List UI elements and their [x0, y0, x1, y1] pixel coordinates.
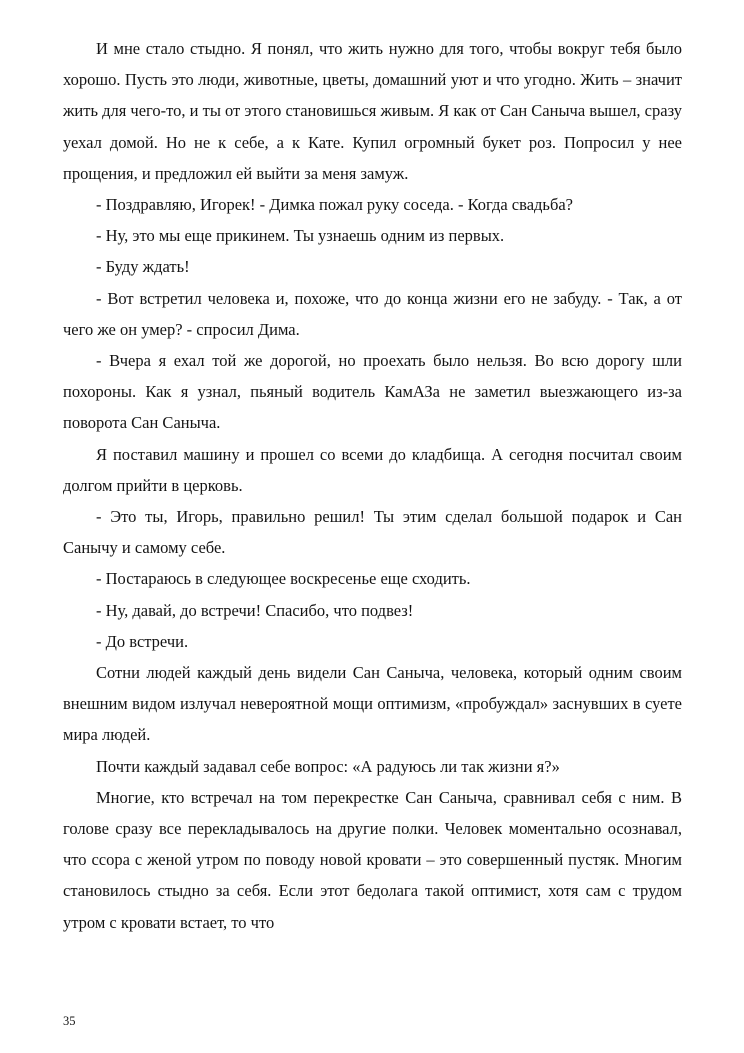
paragraph-dialogue: - Постараюсь в следующее воскресенье еще сходить.	[96, 569, 471, 589]
paragraph-dialogue: - До встречи.	[96, 631, 189, 651]
paragraph-dialogue: - Ну, давай, до встречи! Спасибо, что подвез!	[96, 600, 414, 620]
paragraph-narrative: Сотни людей каждый день видели Сан Саныча, человека, который одним своим внешним видом излучал невероятной мощи оптимизм, «пробуждал» заснувших в суете мира людей.	[63, 663, 682, 745]
page-number: 35	[63, 1014, 76, 1028]
paragraph-narrative: Почти каждый задавал себе вопрос: «А радуюсь ли так жизни я?»	[96, 756, 560, 776]
paragraph-dialogue: - Буду ждать!	[96, 257, 190, 277]
body-text-column	[63, 33, 682, 938]
paragraph-dialogue: - Ну, это мы еще прикинем. Ты узнаешь одним из первых.	[96, 226, 505, 246]
paragraph-narrative: Я поставил машину и прошел со всеми до кладбища. А сегодня посчитал своим долгом прийти в церковь.	[63, 444, 682, 495]
paragraph-dialogue: - Вчера я ехал той же дорогой, но проехать было нельзя. Во всю дорогу шли похороны. Как я узнал, пьяный водитель КамАЗа не заметил выезжающего из-за поворота Сан Саныча.	[63, 351, 682, 433]
paragraph-dialogue: - Поздравляю, Игорек! - Димка пожал руку соседа. - Когда свадьба?	[96, 195, 573, 215]
paragraph-narrative: И мне стало стыдно. Я понял, что жить нужно для того, чтобы вокруг тебя было хорошо. Пусть это люди, животные, цветы, домашний уют и что угодно. Жить – значит жить для чего-то, и ты от этого становишься живым. Я как от Сан Саныча вышел, сразу уехал домой. Но не к себе, а к Кате. Купил огромный букет роз. Попросил у нее прощения, и предложил ей выйти за меня замуж.	[63, 39, 682, 183]
paragraph-narrative: Многие, кто встречал на том перекрестке Сан Саныча, сравнивал себя с ним. В голове сразу все перекладывалось на другие полки. Человек моментально осознавал, что ссора с женой утром по поводу новой кровати – это совершенный пустяк. Многим становилось стыдно за себя. Если этот бедолага такой оптимист, хотя сам с трудом утром с кровати встает, то что	[63, 787, 682, 932]
paragraph-dialogue: - Это ты, Игорь, правильно решил! Ты этим сделал большой подарок и Сан Санычу и самому себе.	[63, 507, 682, 558]
paragraph-dialogue: - Вот встретил человека и, похоже, что до конца жизни его не забуду. - Так, а от чего же он умер? - спросил Дима.	[63, 288, 682, 339]
